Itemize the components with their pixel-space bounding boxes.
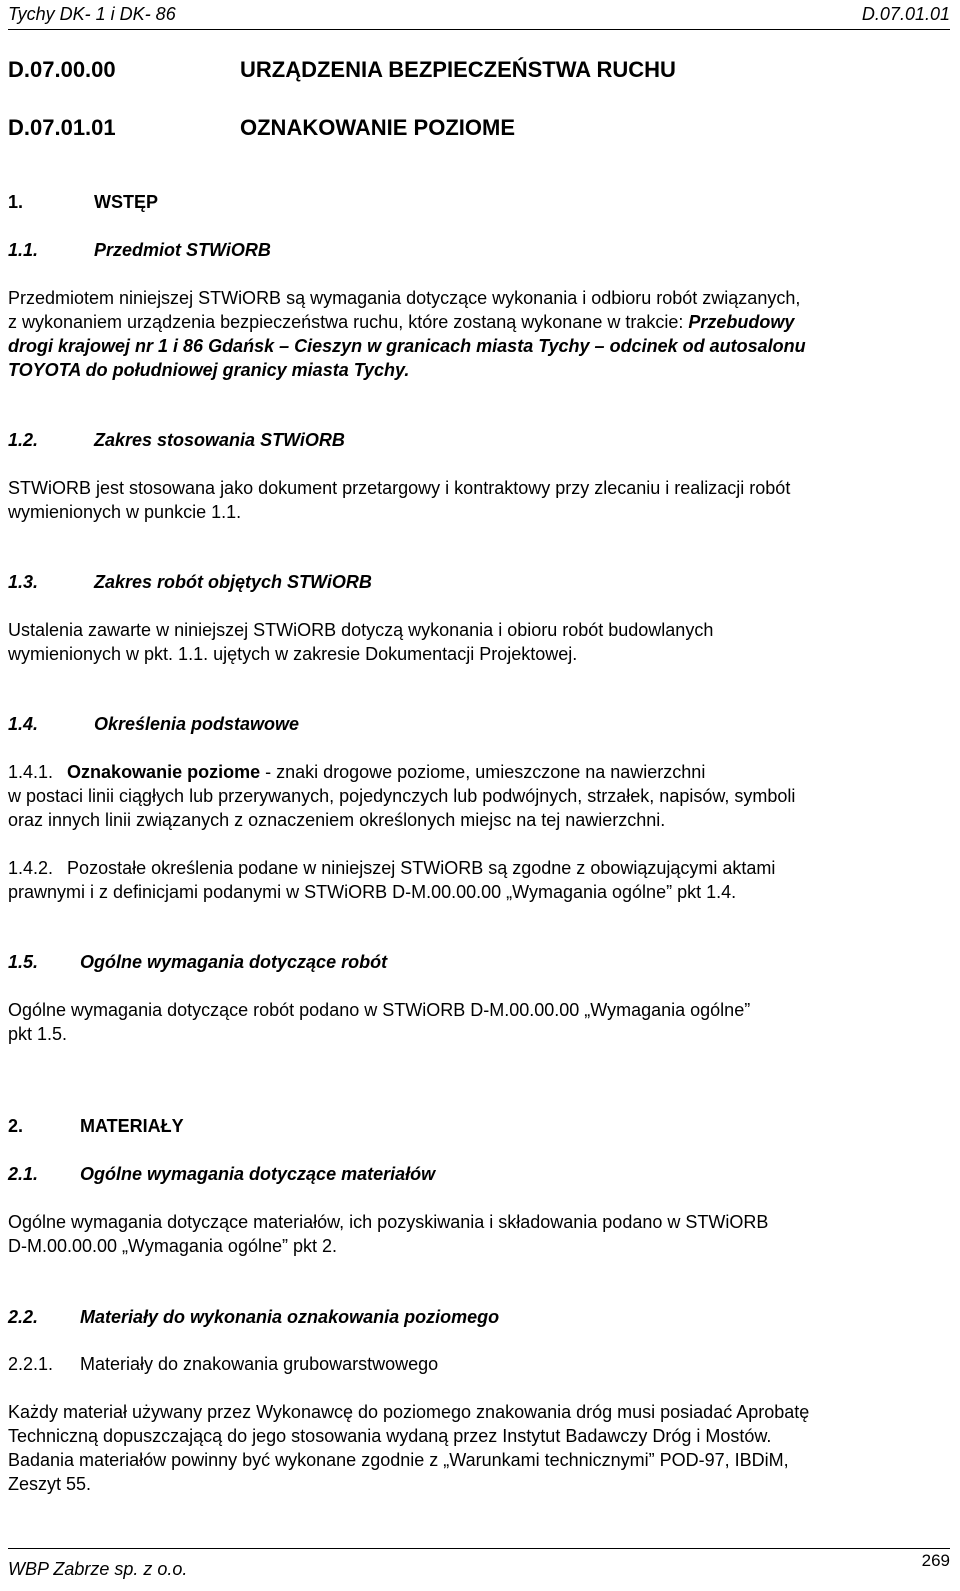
subsection-number: 1.2. [8,430,39,450]
paragraph-line: wymienionych w punkcie 1.1. [8,502,242,522]
subsection-title: Ogólne wymagania dotyczące robót [80,952,388,972]
subsection-number: 1.5. [8,952,39,972]
text-run: Pozostałe określenia podane w niniejszej STWiORB są zgodne z obowiązującymi aktami [67,858,776,878]
subsection-title: Zakres robót objętych STWiORB [94,572,372,592]
text-run: z wykonaniem urządzenia bezpieczeństwa ruchu, które zostaną wykonane w trakcie: [8,312,689,332]
definition-number: 1.4.2. [8,858,54,878]
paragraph-line: w postaci linii ciągłych lub przerywanych, pojedynczych lub podwójnych, strzałek, napisów, symboli [8,786,796,806]
subsection-title: Materiały do znakowania grubowarstwowego [80,1354,439,1374]
subsection-number: 2.2. [8,1307,39,1327]
paragraph-line: STWiORB jest stosowana jako dokument przetargowy i kontraktowy przy zlecaniu i realizacji robót [8,478,791,498]
paragraph-line: oraz innych linii związanych z oznaczeniem określonych miejsc na tej nawierzchni. [8,810,666,830]
paragraph-line [8,310,806,334]
paragraph [8,1400,809,1496]
paragraph-line: Ogólne wymagania dotyczące robót podano w STWiORB D-M.00.00.00 „Wymagania ogólne” [8,1000,751,1020]
paragraph [8,286,806,382]
paragraph [8,998,750,1046]
definition [8,760,795,832]
section-title: MATERIAŁY [80,1116,184,1136]
paragraph-line: Przedmiotem niniejszej STWiORB są wymagania dotyczące wykonania i odbioru robót związanych, [8,288,801,308]
paragraph-line: D-M.00.00.00 „Wymagania ogólne” pkt 2. [8,1236,338,1256]
subsection-number: 1.1. [8,240,39,260]
page-footer [8,1548,950,1589]
paragraph-line: Zeszyt 55. [8,1474,92,1494]
paragraph-line [8,856,775,880]
paragraph [8,476,790,524]
paragraph-line: pkt 1.5. [8,1024,68,1044]
paragraph [8,1210,768,1258]
paragraph-line: prawnymi i z definicjami podanymi w STWiORB D-M.00.00.00 „Wymagania ogólne” pkt 1.4. [8,882,737,902]
definition-term: Oznakowanie poziome [67,762,261,782]
subsection-title: Zakres stosowania STWiORB [94,430,345,450]
subsection-title: Materiały do wykonania oznakowania poziomego [80,1307,500,1327]
header-left: Tychy DK- 1 i DK- 86 [8,4,176,24]
paragraph-line: Ustalenia zawarte w niniejszej STWiORB dotyczą wykonania i obioru robót budowlanych [8,620,714,640]
project-name: TOYOTA do południowej granicy miasta Tychy. [8,360,410,380]
page-number: 269 [921,1551,950,1570]
header-right: D.07.01.01 [861,4,950,24]
definition [8,856,775,904]
section-title: WSTĘP [94,192,159,212]
paragraph-line: Badania materiałów powinny być wykonane zgodnie z „Warunkami technicznymi” POD-97, IBDiM, [8,1450,789,1470]
paragraph-line [8,760,795,784]
subsection-number: 2.2.1. [8,1354,54,1374]
definition-number: 1.4.1. [8,762,54,782]
project-name: Przebudowy [688,312,795,332]
title-text-2: OZNAKOWANIE POZIOME [240,115,515,140]
subsection-title: Określenia podstawowe [94,714,300,734]
subsection-number: 2.1. [8,1164,39,1184]
project-name: drogi krajowej nr 1 i 86 Gdańsk – Cieszyn w granicach miasta Tychy – odcinek od autosalonu [8,336,806,356]
title-code-1: D.07.00.00 [8,57,116,82]
paragraph-line: Każdy materiał używany przez Wykonawcę do poziomego znakowania dróg musi posiadać Aprobatę [8,1402,810,1422]
paragraph [8,618,713,666]
title-code-2: D.07.01.01 [8,115,116,140]
section-number: 2. [8,1116,24,1136]
subsection-title: Przedmiot STWiORB [94,240,271,260]
paragraph-line: wymienionych w pkt. 1.1. ujętych w zakresie Dokumentacji Projektowej. [8,644,578,664]
footer-company: WBP Zabrze sp. z o.o. [8,1559,188,1579]
page-header [8,2,950,30]
section-number: 1. [8,192,24,212]
paragraph-line: Techniczną dopuszczającą do jego stosowania wydaną przez Instytut Badawczy Dróg i Mostów. [8,1426,772,1446]
text-run: - znaki drogowe poziome, umieszczone na nawierzchni [260,762,706,782]
subsection-number: 1.4. [8,714,39,734]
title-text-1: URZĄDZENIA BEZPIECZEŃSTWA RUCHU [240,57,676,82]
subsection-number: 1.3. [8,572,39,592]
subsection-title: Ogólne wymagania dotyczące materiałów [80,1164,436,1184]
paragraph-line: Ogólne wymagania dotyczące materiałów, ich pozyskiwania i składowania podano w STWiORB [8,1212,769,1232]
